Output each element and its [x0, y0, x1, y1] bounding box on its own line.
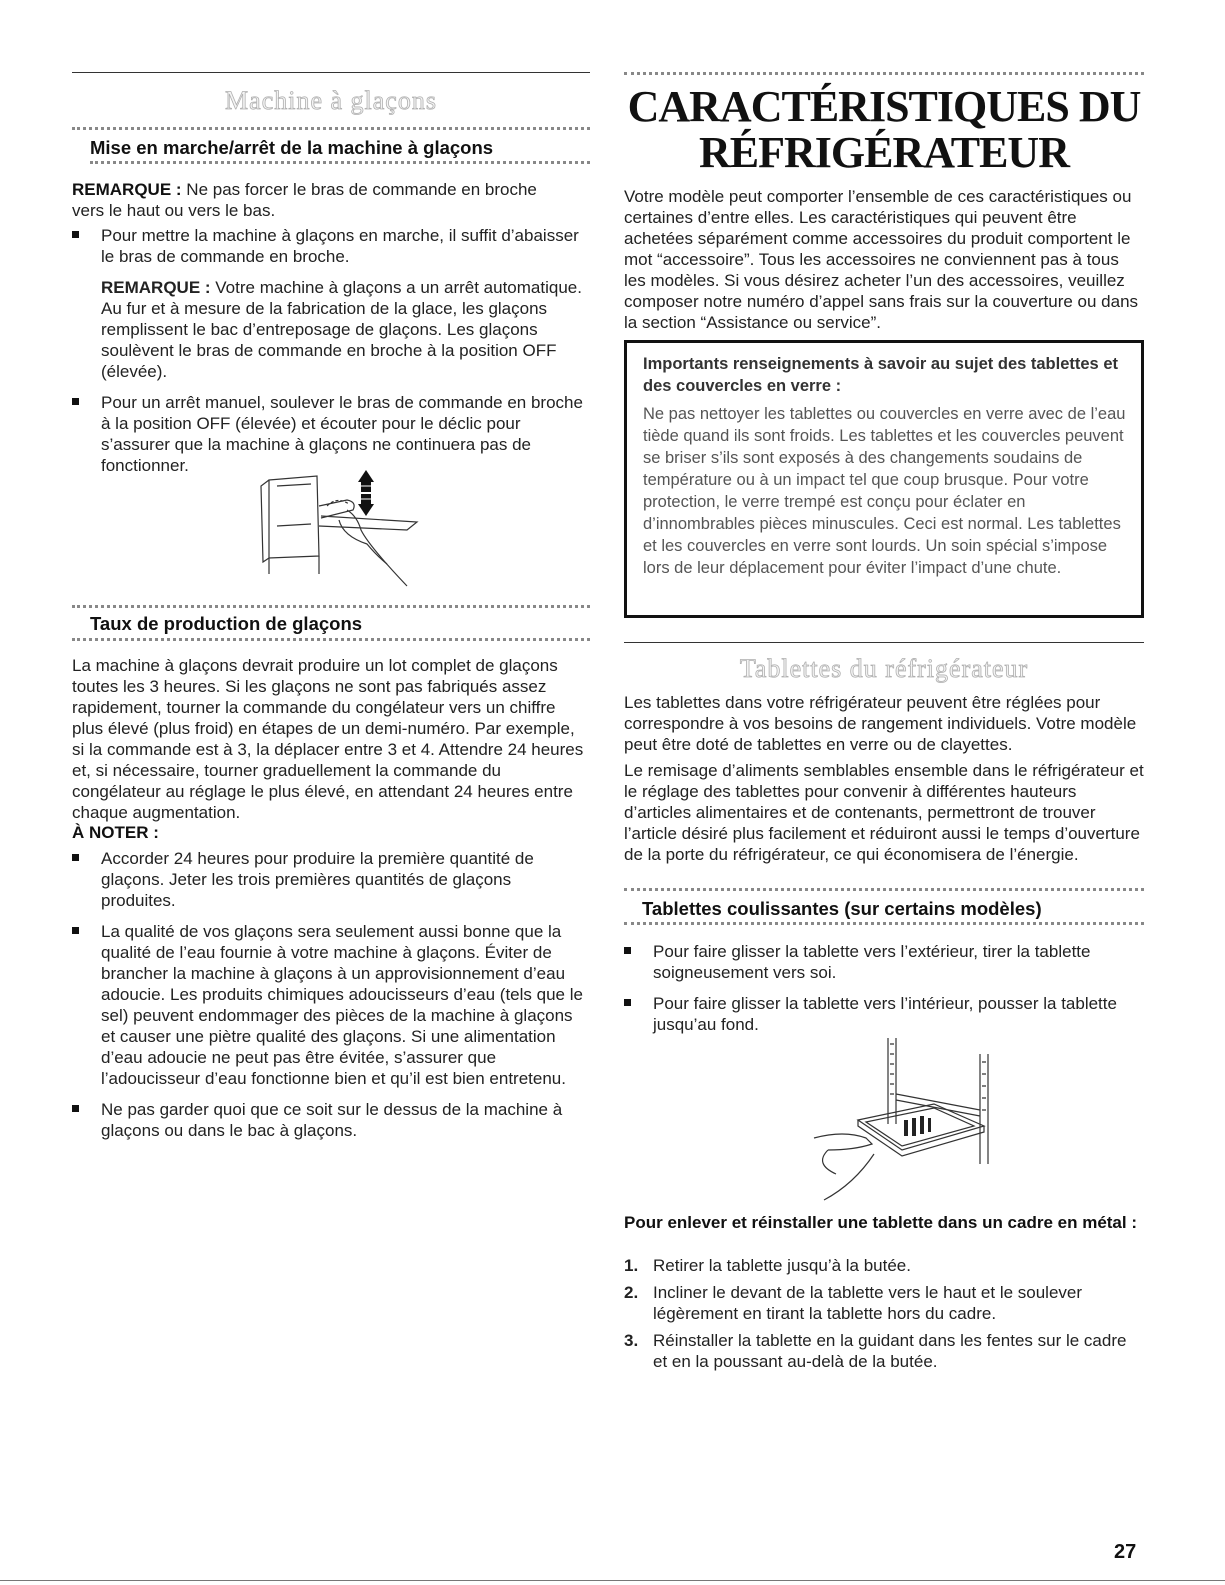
remove-shelf-heading: Pour enlever et réinstaller une tablette dans un cadre en métal : — [624, 1213, 1137, 1232]
list-item — [624, 993, 1136, 1035]
shelves-paragraph-2: Le remisage d’aliments semblables ensemble dans le réfrigérateur et le réglage des tablettes pour convenir à différentes hauteurs d’articles alimentaires et de contenants, permettront de trouver l’article désiré plus facilement et réduiront aussi le temps d’ouverture de la porte du réfrigérateur, ce qui économisera de l’énergie. — [624, 761, 1144, 864]
sliding-bullet-list — [624, 941, 1136, 1045]
page-bottom-edge — [0, 1580, 1225, 1581]
bullet-icon — [72, 231, 79, 238]
step-number: 1. — [624, 1256, 639, 1275]
heading-ice-production-rate: Taux de production de glaçons — [90, 613, 363, 634]
inner-note-label: REMARQUE : — [101, 278, 211, 297]
step-text: Incliner le devant de la tablette vers le haut et le soulever légèrement en tirant la tablette hors du cadre. — [653, 1283, 1083, 1323]
step-number: 2. — [624, 1283, 639, 1302]
rate-bullet-list — [72, 848, 584, 1151]
heading-ice-maker-onoff: Mise en marche/arrêt de la machine à glaçons — [90, 137, 494, 158]
inner-note-text: Votre machine à glaçons a un arrêt automatique. Au fur et à mesure de la fabrication de la glace, les glaçons remplissent le bac d’entreposage de glaçons. Les glaçons soulèvent le bras de commande en broche à la position OFF (élevée). — [101, 278, 582, 381]
list-item — [72, 921, 584, 1089]
top-rule — [72, 72, 590, 73]
bullet-text: Accorder 24 heures pour produire la première quantité de glaçons. Jeter les trois premières quantités de glaçons produites. — [101, 849, 534, 910]
bullet-text: Pour faire glisser la tablette vers l’intérieur, pousser la tablette jusqu’au fond. — [653, 994, 1117, 1034]
list-item — [624, 941, 1136, 983]
note-text: Ne pas forcer le bras de commande en broche vers le haut ou vers le bas. — [72, 180, 537, 220]
bullet-text: Pour faire glisser la tablette vers l’extérieur, tirer la tablette soigneusement vers soi. — [653, 942, 1091, 982]
step-text: Retirer la tablette jusqu’à la butée. — [653, 1256, 911, 1275]
section-title-ice-maker: Machine à glaçons — [225, 86, 437, 115]
divider — [624, 888, 1144, 891]
ice-maker-illustration — [257, 466, 427, 590]
bullet-text: La qualité de vos glaçons sera seulement aussi bonne que la qualité de l’eau fournie à votre machine à glaçons. Éviter de brancher la machine à glaçons à un approvisionnement d’eau adoucie. Les produits chimiques adoucisseurs d’eau (tels que le sel) peuvent endommager des pièces de la machine à glaçons et causer une piètre qualité des glaçons. Si une alimentation d’eau adoucie ne peut pas être évitée, s’assurer que l’adoucisseur d’eau fonctionne bien et qu’il est bien entretenu. — [101, 922, 583, 1088]
step-text: Réinstaller la tablette en la guidant dans les fentes sur le cadre et en la poussant au-delà de la butée. — [653, 1331, 1127, 1371]
heading-sliding-shelves: Tablettes coulissantes (sur certains modèles) — [642, 898, 1042, 919]
list-item — [72, 848, 584, 911]
divider — [90, 161, 590, 164]
list-item — [624, 1282, 1136, 1324]
production-rate-paragraph: La machine à glaçons devrait produire un lot complet de glaçons toutes les 3 heures. Si les glaçons ne sont pas fabriqués assez rapidement, tourner la commande du congélateur vers un chiffre plus élevé (plus froid) en étapes de un demi-numéro. Par exemple, si la commande est à 3, la déplacer entre 3 et 4. Attendre 24 heures et, si nécessaire, tourner graduellement la commande du congélateur au réglage le plus élevé, en attendant 24 heures entre chaque augmentation. — [72, 656, 584, 822]
warning-heading: Importants renseignements à savoir au sujet des tablettes et des couvercles en verre : — [643, 355, 1118, 395]
bullet-icon — [624, 999, 631, 1006]
list-item — [72, 392, 584, 476]
glass-warning-box — [624, 340, 1144, 618]
bullet-text: Pour un arrêt manuel, soulever le bras de commande en broche à la position OFF (élevée) et écouter pour le déclic pour s’assurer que la machine à glaçons ne continuera pas de fonctionner. — [101, 393, 583, 475]
shelves-paragraph-1: Les tablettes dans votre réfrigérateur peuvent être réglées pour correspondre à vos besoins de rangement individuels. Votre modèle peut être doté de tablettes en verre ou de clayettes. — [624, 693, 1137, 754]
page-title-line-1: CARACTÉRISTIQUES DU — [627, 82, 1141, 131]
remove-steps-list — [624, 1255, 1136, 1378]
bullet-icon — [72, 1105, 79, 1112]
page-title — [624, 84, 1144, 176]
divider — [624, 922, 1144, 925]
page-number: 27 — [1114, 1541, 1137, 1563]
note-label: REMARQUE : — [72, 180, 182, 199]
bullet-icon — [72, 398, 79, 405]
warning-body: Ne pas nettoyer les tablettes ou couvercles en verre avec de l’eau tiède quand ils sont froids. Les tablettes et les couvercles peuvent se briser s’ils sont exposés à des changements soudains de température ou à un impact tel que coup brusque. Pour votre protection, le verre trempé est conçu pour éclater en d’innombrables pièces minuscules. Ceci est normal. Les tablettes et les couvercles en verre sont lourds. Un soin spécial s’impose lors de leur déplacement pour éviter l’impact d’une chute. — [643, 405, 1126, 577]
intro-paragraph: Votre modèle peut comporter l’ensemble de ces caractéristiques ou certaines d’entre elles. Les caractéristiques qui peuvent être achetées séparément comme accessoires du produit comportent le mot “accessoire”. Tous les accessoires ne conviennent pas à tous les modèles. Si vous désirez acheter l’un des accessoires, veuillez composer notre numéro d’appel sans frais sur la couverture ou dans la section “Assistance ou service”. — [624, 187, 1139, 332]
note-paragraph — [72, 179, 572, 221]
bullet-icon — [624, 947, 631, 954]
list-item — [624, 1255, 1136, 1276]
list-item — [72, 1099, 584, 1141]
inner-note — [101, 277, 584, 382]
sliding-shelf-illustration — [784, 1034, 1004, 1204]
list-item — [624, 1330, 1136, 1372]
page-title-line-2: RÉFRIGÉRATEUR — [698, 128, 1069, 177]
bullet-text: Ne pas garder quoi que ce soit sur le dessus de la machine à glaçons ou dans le bac à glaçons. — [101, 1100, 563, 1140]
bullet-text: Pour mettre la machine à glaçons en marche, il suffit d’abaisser le bras de commande en broche. — [101, 226, 579, 266]
bullet-icon — [72, 854, 79, 861]
section-title-shelves: Tablettes du réfrigérateur — [739, 654, 1029, 683]
divider — [72, 127, 590, 130]
divider — [72, 605, 590, 608]
bullet-icon — [72, 927, 79, 934]
list-item — [72, 225, 584, 382]
note-heading: À NOTER : — [72, 823, 159, 842]
onoff-bullet-list — [72, 225, 584, 486]
divider — [624, 72, 1144, 75]
divider — [624, 642, 1144, 643]
step-number: 3. — [624, 1331, 639, 1350]
divider — [72, 638, 590, 641]
